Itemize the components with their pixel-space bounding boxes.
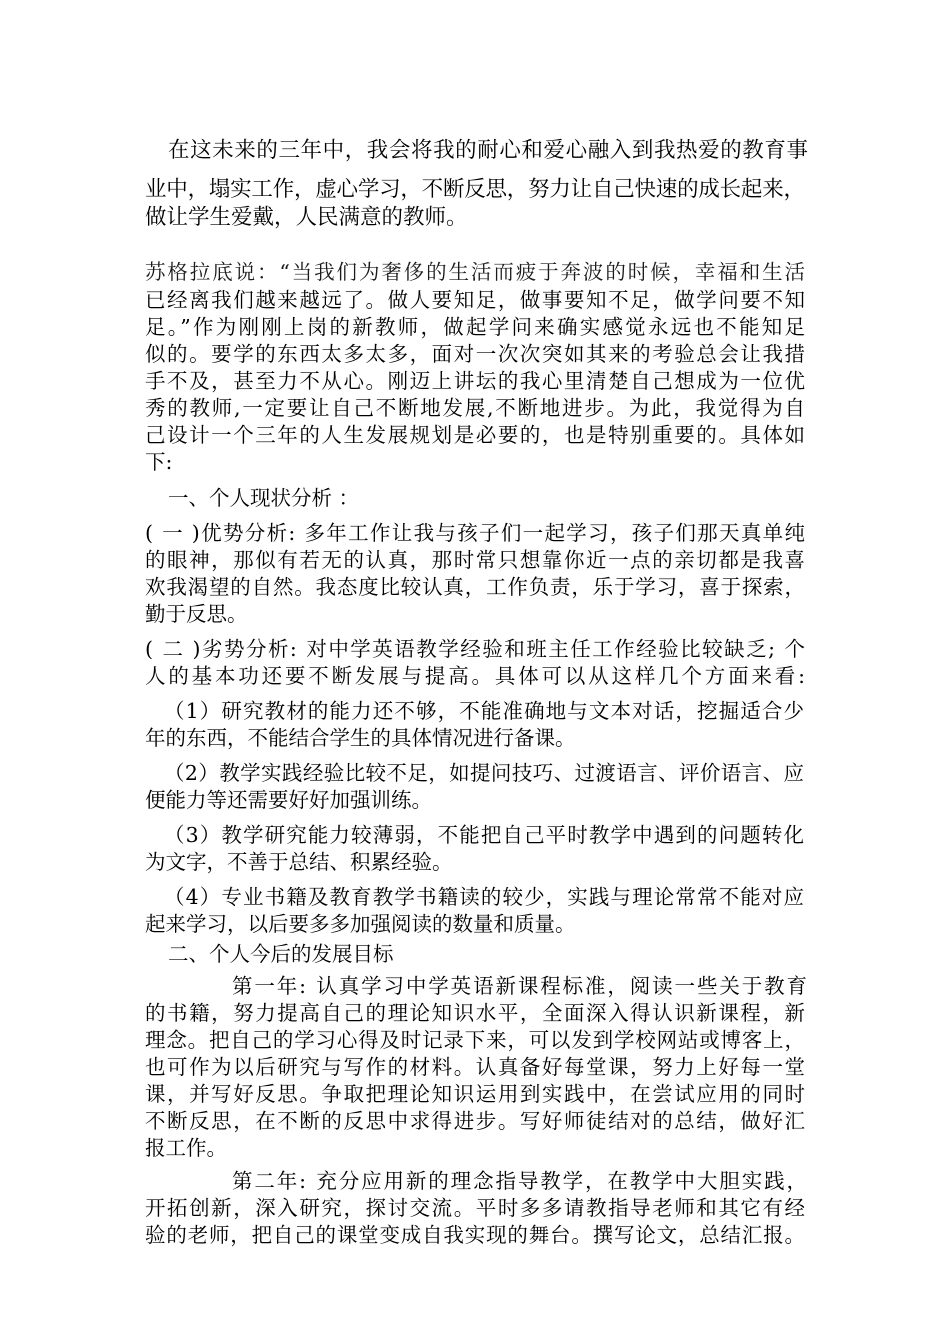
body-line-4: 似的。要学的东西太多太多，面对一次次突如其来的考验总会让我措	[145, 342, 807, 366]
year-1-line-3: 理念。把自己的学习心得及时记录下来，可以发到学校网站或博客上，	[145, 1028, 806, 1052]
intro-line-2: 业中，塌实工作，虚心学习，不断反思，努力让自己快速的成长起来，	[145, 177, 805, 202]
item-4-line-2: 起来学习，以后要多多加强阅读的数量和质量。	[145, 912, 576, 936]
body-line-7: 己设计一个三年的人生发展规划是必要的，也是特别重要的。具体如	[145, 423, 807, 447]
year-1-line-1: 第一年: 认真学习中学英语新课程标准，阅读一些关于教育	[232, 974, 809, 998]
year-2-line-2: 开拓创新，深入研究，探讨交流。平时多多请教指导老师和其它有经	[145, 1196, 807, 1220]
body-line-13: 勤于反思。	[145, 602, 248, 626]
body-line-6: 秀的教师,一定要让自己不断地发展,不断地进步。为此，我觉得为自	[145, 396, 807, 420]
year-2-line-1: 第二年: 充分应用新的理念指导教学，在教学中大胆实践，	[232, 1169, 809, 1193]
item-3-line-1: （3）教学研究能力较薄弱，不能把自己平时教学中遇到的问题转化	[164, 823, 806, 847]
body-line-1: 苏格拉底说：“当我们为奢侈的生活而疲于奔波的时候，幸福和生活	[145, 260, 807, 284]
item-1-line-1: （1）研究教材的能力还不够，不能准确地与文本对话，挖掘适合少	[164, 699, 806, 723]
intro-line-1: 在这未来的三年中，我会将我的耐心和爱心融入到我热爱的教育事	[168, 138, 809, 163]
item-3-line-2: 为文字，不善于总结、积累经验。	[145, 850, 453, 874]
body-line-5: 手不及，甚至力不从心。刚迈上讲坛的我心里清楚自己想成为一位优	[145, 369, 807, 393]
year-2-line-3: 验的老师，把自己的课堂变成自我实现的舞台。撰写论文，总结汇报。	[145, 1223, 806, 1247]
year-1-line-6: 不断反思，在不断的反思中求得进步。写好师徒结对的总结，做好汇	[145, 1109, 807, 1133]
item-1-line-2: 年的东西，不能结合学生的具体情况进行备课。	[145, 726, 576, 750]
body-line-12: 欢我渴望的自然。我态度比较认真，工作负责，乐于学习，喜于探索，	[145, 575, 806, 599]
item-2-line-1: （2）教学实践经验比较不足，如提问技巧、过渡语言、评价语言、应	[164, 761, 805, 785]
year-1-line-4: 也可作为以后研究与写作的材料。认真备好每堂课，努力上好每一堂	[145, 1055, 807, 1079]
body-line-2: 已经离我们越来越远了。做人要知足，做事要知不足，做学问要不知	[145, 288, 807, 312]
section-heading-2: 二、个人今后的发展目标	[168, 942, 394, 966]
intro-line-3: 做让学生爱戴，人民满意的教师。	[145, 205, 468, 230]
year-1-line-5: 课，并写好反思。争取把理论知识运用到实践中，在尝试应用的同时	[145, 1082, 807, 1106]
body-line-3: 足。”作为刚刚上岗的新教师，做起学问来确实感觉永远也不能知足	[145, 315, 808, 339]
item-4-line-1: （4）专业书籍及教育教学书籍读的较少，实践与理论常常不能对应	[164, 885, 806, 909]
section-heading-1: 一、个人现状分析 ：	[168, 486, 360, 510]
body-line-8: 下:	[145, 450, 173, 474]
body-line-11: 的眼神，那似有若无的认真，那时常只想靠你近一点的亲切都是我喜	[145, 548, 807, 572]
item-2-line-2: 便能力等还需要好好加强训练。	[145, 788, 432, 812]
year-1-line-7: 报工作。	[145, 1136, 227, 1160]
body-line-15: 人的基本功还要不断发展与提高。具体可以从这样几个方面来看:	[145, 664, 808, 688]
body-line-14: ( 二 )劣势分析: 对中学英语教学经验和班主任工作经验比较缺乏; 个	[145, 637, 807, 661]
body-line-10: ( 一 )优势分析: 多年工作让我与孩子们一起学习，孩子们那天真单纯	[145, 521, 807, 545]
year-1-line-2: 的书籍，努力提高自己的理论知识水平，全面深入得认识新课程，新	[145, 1001, 807, 1025]
